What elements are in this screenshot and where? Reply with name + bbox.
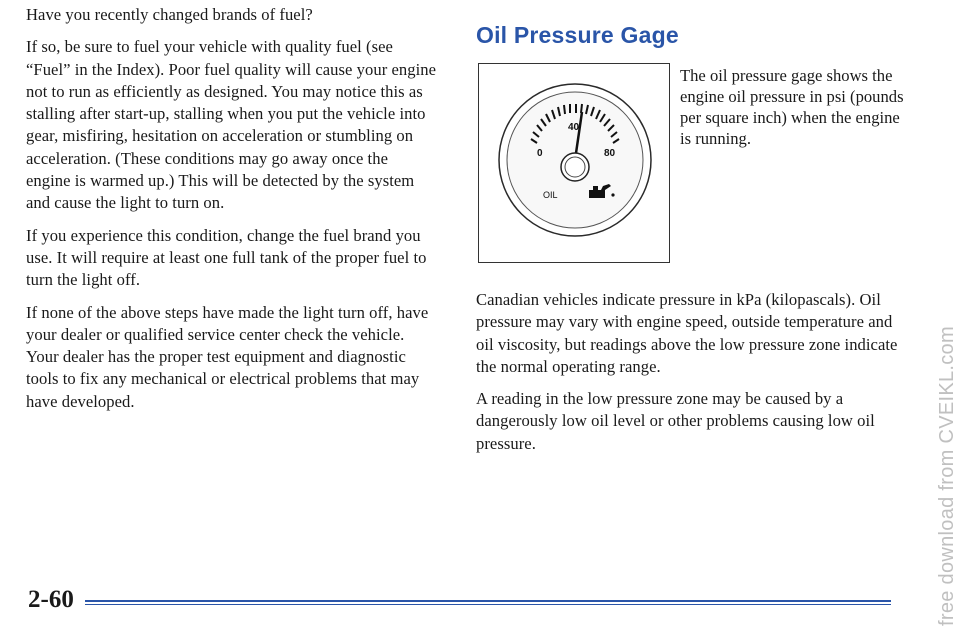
paragraph-fuel-question: Have you recently changed brands of fuel? [26,5,313,24]
watermark-text: free download from CVEIKL.com [936,326,958,626]
paragraph-canadian-kpa: Canadian vehicles indicate pressure in kPa (kilopascals). Oil pressure may vary with engine speed, outside temperature and oil viscosity, but readings above the low pressure zone indicate the normal operating range. [476,290,898,376]
oil-gage-illustration [479,64,671,264]
section-title: Oil Pressure Gage [476,22,679,48]
paragraph-dealer-check: If none of the above steps have made the light turn off, have your dealer or qualified service center check the vehicle. Your dealer has the proper test equipment and diagnostic tools to fix any mechanical or electrical problems that may have developed. [26,302,429,411]
page-number: 2-60 [28,586,74,613]
gage-label-oil: OIL [543,190,558,200]
paragraph-fuel-quality: If so, be sure to fuel your vehicle with quality fuel (see “Fuel” in the Index). Poor fuel quality will cause your engine not to run as efficiently as designed. You may notice this as stalling after start-up, stalling when you put the vehicle into gear, misfiring, hesitation on acceleration or stumbling on acceleration. (These conditions may go away once the engine is warmed up.) This will be detected by the system and cause the light to turn on. [26,37,436,213]
gage-caption: The oil pressure gage shows the engine oil pressure in psi (pounds per square inch) when the engine is running. [680,66,904,148]
oil-pressure-gage-figure [478,63,670,263]
paragraph-low-pressure: A reading in the low pressure zone may be caused by a dangerously low oil level or other problems causing low oil pressure. [476,389,875,453]
footer-rule [85,600,891,602]
watermark [912,40,958,640]
gage-label-min: 0 [537,148,543,159]
left-column [26,4,436,423]
paragraph-change-brand: If you experience this condition, change the fuel brand you use. It will require at least one full tank of the proper fuel to turn the light off. [26,225,427,290]
footer-rule-thin [85,604,891,605]
gage-label-mid: 40 [568,122,580,133]
right-column-text [476,289,906,465]
gage-label-max: 80 [604,148,616,159]
